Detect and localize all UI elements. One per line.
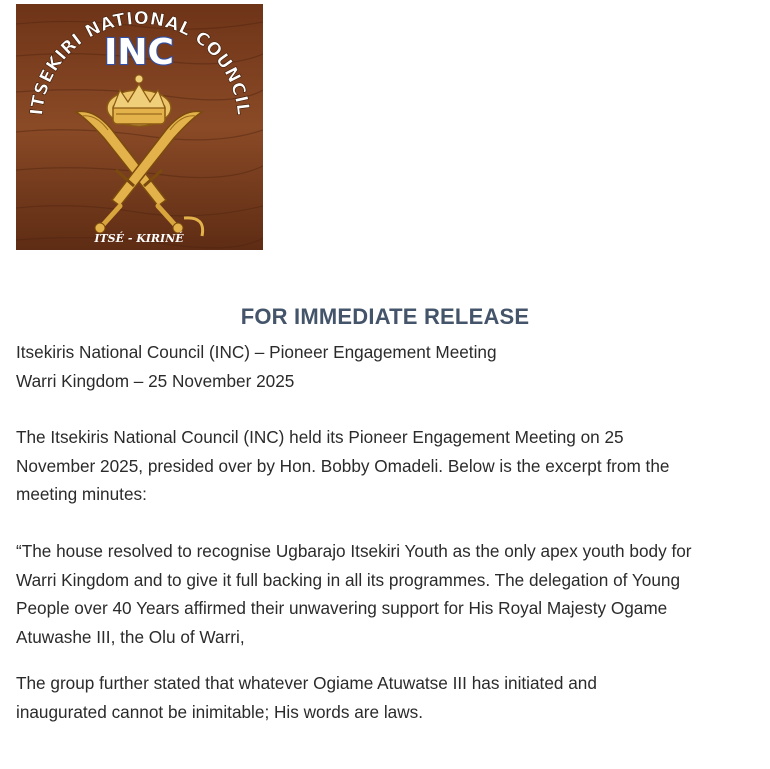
resolution-paragraph [16, 537, 768, 651]
subtitle-line: Itsekiris National Council (INC) – Pioneer Engagement Meeting [16, 342, 497, 362]
paragraph-line: November 2025, presided over by Hon. Bobby Omadeli. Below is the excerpt from the [16, 455, 670, 476]
logo-acronym: INC [104, 32, 174, 73]
paragraph-line: People over 40 Years affirmed their unwavering support for His Royal Majesty Ogame [16, 598, 668, 619]
inc-emblem-icon [16, 4, 263, 250]
paragraph-line: The Itsekiris National Council (INC) held its Pioneer Engagement Meeting on 25 [16, 427, 624, 447]
statement-paragraph [16, 669, 768, 726]
paragraph-line: “The house resolved to recognise Ugbarajo Itsekiri Youth as the only apex youth body for [16, 541, 692, 561]
logo-motto: ITSÉ - KIRINÉ [94, 232, 184, 245]
paragraph-line: inaugurated cannot be inimitable; His words are laws. [16, 701, 423, 722]
inc-logo [16, 4, 263, 250]
paragraph-line: meeting minutes: [16, 484, 147, 505]
paragraph-line: The group further stated that whatever Ogiame Atuwatse III has initiated and [16, 673, 597, 693]
paragraph-line: Warri Kingdom and to give it full backing in all its programmes. The delegation of Young [16, 569, 680, 590]
logo-arc-text: ITSEKIRI NATIONAL COUNCIL [27, 8, 253, 117]
release-subtitle [16, 338, 768, 395]
intro-paragraph [16, 423, 768, 509]
paragraph-line: Atuwashe III, the Olu of Warri, [16, 626, 245, 647]
release-heading: FOR IMMEDIATE RELEASE [240, 304, 530, 329]
subtitle-line: Warri Kingdom – 25 November 2025 [16, 370, 295, 391]
